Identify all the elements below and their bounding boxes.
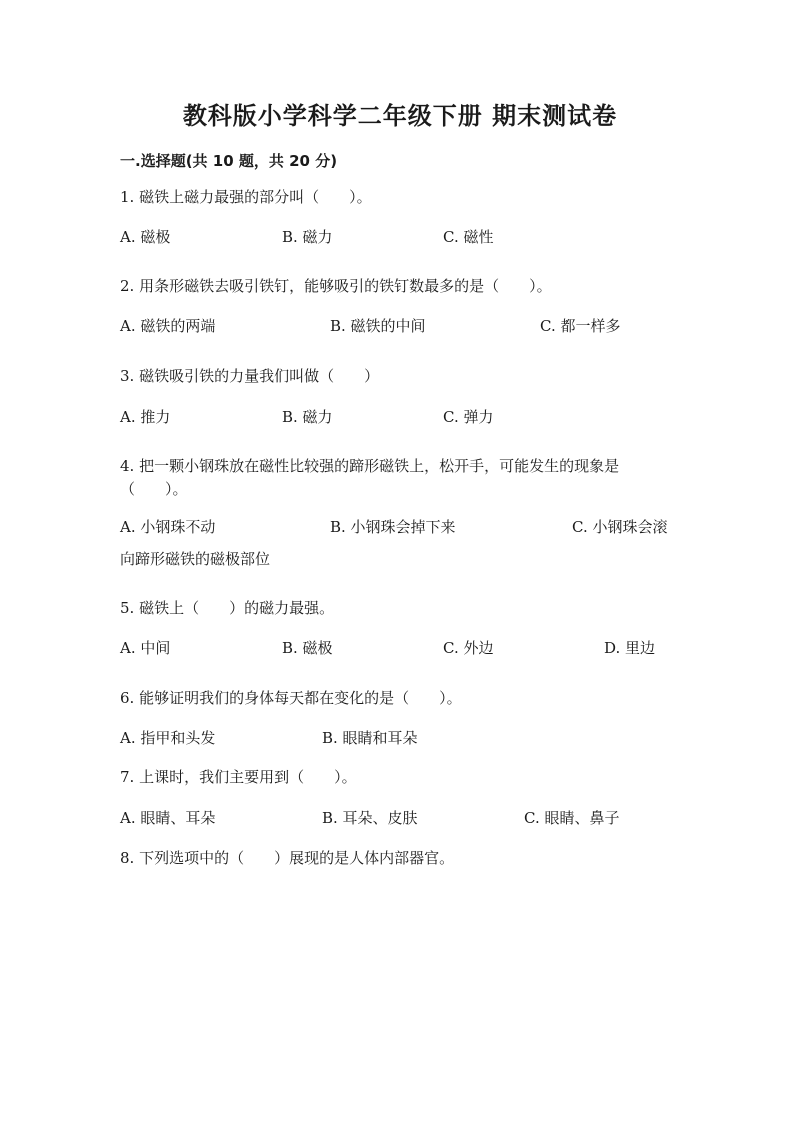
question-6-option-a: A. 指甲和头发 — [120, 729, 216, 747]
question-5-option-c: C. 外边 — [443, 639, 494, 657]
question-7-text: 7. 上课时，我们主要用到（ ）。 — [120, 768, 357, 786]
question-8-text: 8. 下列选项中的（ ）展现的是人体内部器官。 — [120, 849, 455, 867]
question-5-text: 5. 磁铁上（ ）的磁力最强。 — [120, 599, 335, 617]
question-1-option-c: C. 磁性 — [443, 228, 494, 246]
question-6-option-b: B. 眼睛和耳朵 — [322, 729, 418, 747]
question-4-option-c: C. 小钢珠会滚 — [572, 518, 668, 536]
section-heading: 一.选择题(共 10 题，共 20 分) — [120, 152, 338, 170]
question-7-option-a: A. 眼睛、耳朵 — [120, 809, 216, 827]
question-2-option-b: B. 磁铁的中间 — [330, 317, 426, 335]
question-5-option-a: A. 中间 — [120, 639, 171, 657]
question-4-text-line-2: （ ）。 — [120, 480, 188, 498]
question-4-option-b: B. 小钢珠会掉下来 — [330, 518, 456, 536]
question-1-option-b: B. 磁力 — [282, 228, 333, 246]
question-2-text: 2. 用条形磁铁去吸引铁钉，能够吸引的铁钉数最多的是（ ）。 — [120, 277, 552, 295]
question-3-option-a: A. 推力 — [120, 408, 171, 426]
question-3-text: 3. 磁铁吸引铁的力量我们叫做（ ） — [120, 367, 380, 385]
question-3-option-c: C. 弹力 — [443, 408, 494, 426]
question-6-text: 6. 能够证明我们的身体每天都在变化的是（ ）。 — [120, 689, 462, 707]
question-4-option-c-continuation: 向蹄形磁铁的磁极部位 — [120, 550, 271, 568]
question-2-option-a: A. 磁铁的两端 — [120, 317, 216, 335]
question-3-option-b: B. 磁力 — [282, 408, 333, 426]
question-7-option-c: C. 眼睛、鼻子 — [524, 809, 620, 827]
question-2-option-c: C. 都一样多 — [540, 317, 621, 335]
question-4-option-a: A. 小钢珠不动 — [120, 518, 216, 536]
question-5-option-d: D. 里边 — [604, 639, 656, 657]
question-7-option-b: B. 耳朵、皮肤 — [322, 809, 418, 827]
page-title: 教科版小学科学二年级下册 期末测试卷 — [182, 102, 618, 130]
question-1-option-a: A. 磁极 — [120, 228, 171, 246]
question-5-option-b: B. 磁极 — [282, 639, 333, 657]
question-1-text: 1. 磁铁上磁力最强的部分叫（ ）。 — [120, 188, 372, 206]
question-4-text: 4. 把一颗小钢珠放在磁性比较强的蹄形磁铁上，松开手，可能发生的现象是 — [120, 457, 620, 475]
